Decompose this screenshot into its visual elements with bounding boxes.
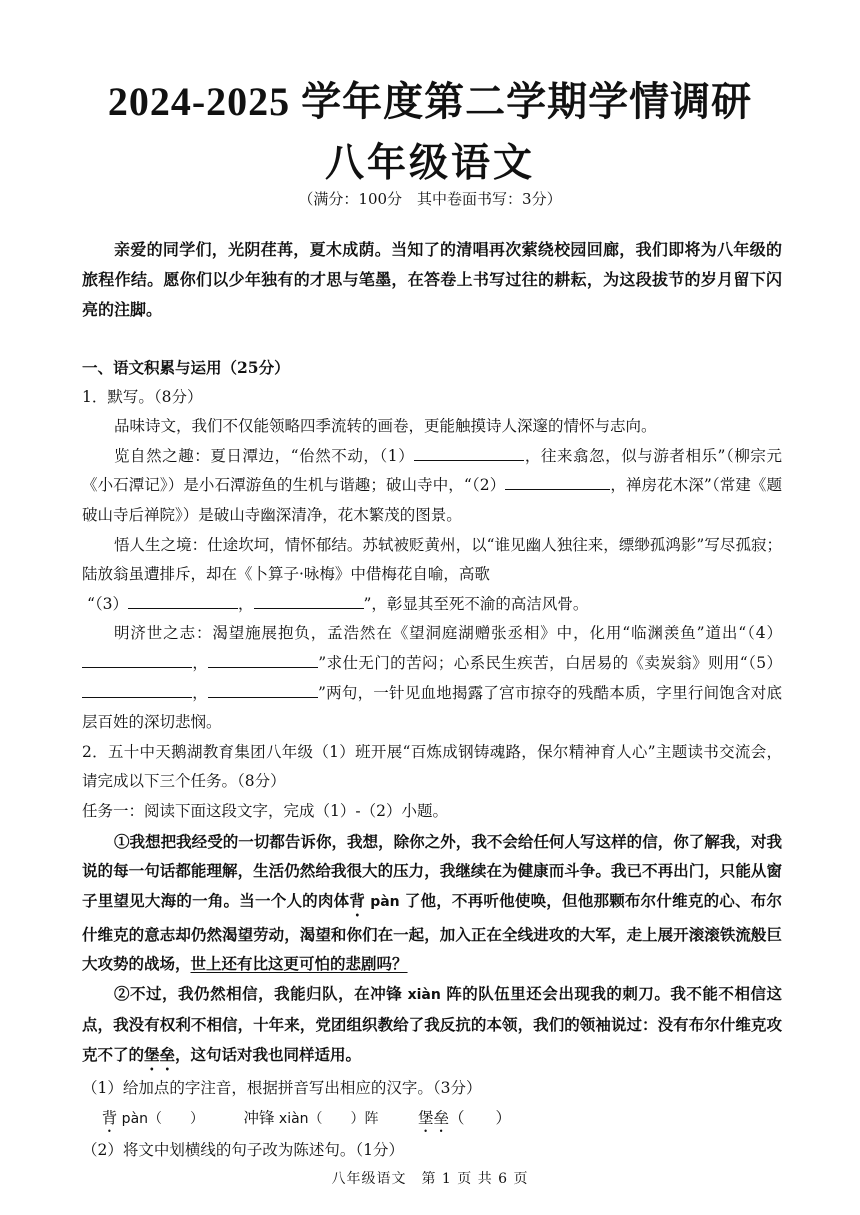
question-1-heading: 1．默写。（8分） [82, 387, 203, 406]
question-1-para-ambition [82, 619, 782, 737]
section-heading: 一、语文积累与运用（25分） [82, 358, 290, 377]
text-span: ”，彰显其至死不渝的高洁风骨。 [363, 594, 589, 613]
question-2-heading: 2．五十中天鹅湖教育集团八年级（1）班开展“百炼成钢铸魂路，保尔精神育人心”主题读书交流会，请完成以下三个任务。（8分） [82, 742, 782, 791]
text-span: ， [237, 594, 254, 613]
text-span: ， [192, 683, 208, 702]
text-span: 览自然之趣：夏日潭边，“佁然不动，（1） [114, 446, 415, 465]
page-footer: 八年级语文 第 1 页 共 6 页 [331, 1171, 529, 1187]
pinyin-text: xiàn [402, 986, 447, 1003]
exam-title-subject: 八年级语文 [324, 140, 535, 186]
text-span: ， [192, 653, 209, 672]
answer-blank-4b[interactable] [208, 651, 318, 668]
intro-paragraph: 亲爱的同学们，光阴荏苒，夏木成荫。当知了的清唱再次萦绕校园回廊，我们即将为八年级的旅程作结。愿你们以少年独有的才思与笔墨，在答卷上书写过往的耕耘，为这段拔节的岁月留下闪亮的注脚。 [82, 240, 782, 319]
pinyin-text: pàn（ ） [117, 1110, 205, 1127]
text-span: 冲锋 [243, 1108, 275, 1127]
sub-question-2: （2）将文中划横线的句子改为陈述句。（1分） [82, 1140, 404, 1159]
text-span: ，禅房花木深”（常建《题破山寺后禅院》）是破山寺幽深清净，花木繁茂的图景。 [82, 476, 782, 524]
pinyin-fill-line [82, 1104, 782, 1136]
text-span: ②不过，我仍然相信，我能归队，在冲锋 [114, 983, 403, 1003]
text-span: ”两句，一针见血地揭露了宫市掠夺的残酷本质，字里行间饱含对底层百姓的深切悲悯。 [82, 683, 782, 732]
text-span: 阵的队伍里还会出现我的刺刀。我不能不相信这点，我没有权利不相信，十年来，党团组织教给了我反抗的本领，我们的领袖说过：没有布尔什维克攻克不了的 [82, 983, 782, 1065]
answer-blank-3a[interactable] [128, 592, 238, 609]
reading-paragraph-2 [82, 979, 782, 1074]
dotted-char: 堡垒 [144, 1045, 176, 1065]
text-span: ，这句话对我也同样适用。 [175, 1045, 362, 1065]
text-span: ”求仕无门的苦闷；心系民生疾苦，白居易的《卖炭翁》则用“（5） [318, 653, 782, 672]
text-span: 了他，不再听他使唤，但他那颗布尔什维克的心、布尔什维克的意志却仍然渴望劳动，渴望和你们在一起，加入正在全线进攻的大军，走上展开滚滚铁流般巨大攻势的战场， [82, 890, 782, 974]
question-1-lead: 品味诗文，我们不仅能领略四季流转的画卷，更能触摸诗人深邃的情怀与志向。 [114, 417, 657, 436]
exam-score-note: （满分：100分 其中卷面书写：3分） [298, 190, 562, 208]
exam-body [82, 353, 782, 1165]
task-1-heading: 任务一：阅读下面这段文字，完成（1）-（2）小题。 [82, 801, 448, 820]
dotted-char: 背 [349, 890, 366, 910]
question-1-para-nature [82, 442, 782, 531]
answer-blank-3b[interactable] [254, 592, 364, 609]
text-span: ①我想把我经受的一切都告诉你，我想，除你之外，我不会给任何人写这样的信，你了解我，对我说的每一句话都能理解，生活仍然给我很大的压力，我继续在为健康而斗争。我已不再出门，只能从窗子里望见大海的一角。当一个人的肉体 [82, 831, 782, 910]
text-span: 明济世之志：渴望施展抱负，孟浩然在《望洞庭湖赠张丞相》中，化用“临渊羡鱼”道出“（4） [114, 624, 782, 643]
text-span: “（3） [86, 594, 128, 613]
sub-question-1: （1）给加点的字注音，根据拼音写出相应的汉字。（3分） [82, 1079, 482, 1098]
answer-blank-5a[interactable] [82, 681, 192, 698]
text-span: （ ） [448, 1108, 511, 1127]
dotted-char: 背 [101, 1108, 118, 1127]
question-1-para-life [82, 531, 782, 590]
pinyin-text: xiàn（ ）阵 [274, 1110, 379, 1127]
answer-blank-2[interactable] [505, 473, 610, 490]
answer-blank-5b[interactable] [208, 681, 318, 698]
question-1-blank-line-3 [82, 590, 782, 620]
text-span: 悟人生之境：仕途坎坷，情怀郁结。苏轼被贬黄州，以“谁见幽人独往来，缥缈孤鸿影”写尽孤寂；陆放翁虽遭排斥，却在《卜算子·咏梅》中借梅花自喻，高歌 [82, 535, 782, 584]
dotted-char: 堡垒 [417, 1108, 449, 1127]
answer-blank-1[interactable] [414, 444, 524, 461]
exam-title-year: 2024-2025 学年度第二学期学情调研 [107, 79, 753, 124]
answer-blank-4a[interactable] [82, 651, 192, 668]
reading-paragraph-1 [82, 827, 782, 979]
text-span: ，往来翕忽，似与游者相乐”（柳宗元《小石潭记》）是小石潭游鱼的生机与谐趣；破山寺中，“（2） [82, 446, 782, 495]
pinyin-text: pàn [365, 893, 405, 910]
underlined-sentence: 世上还有比这更可怕的悲剧吗？ [190, 954, 408, 974]
